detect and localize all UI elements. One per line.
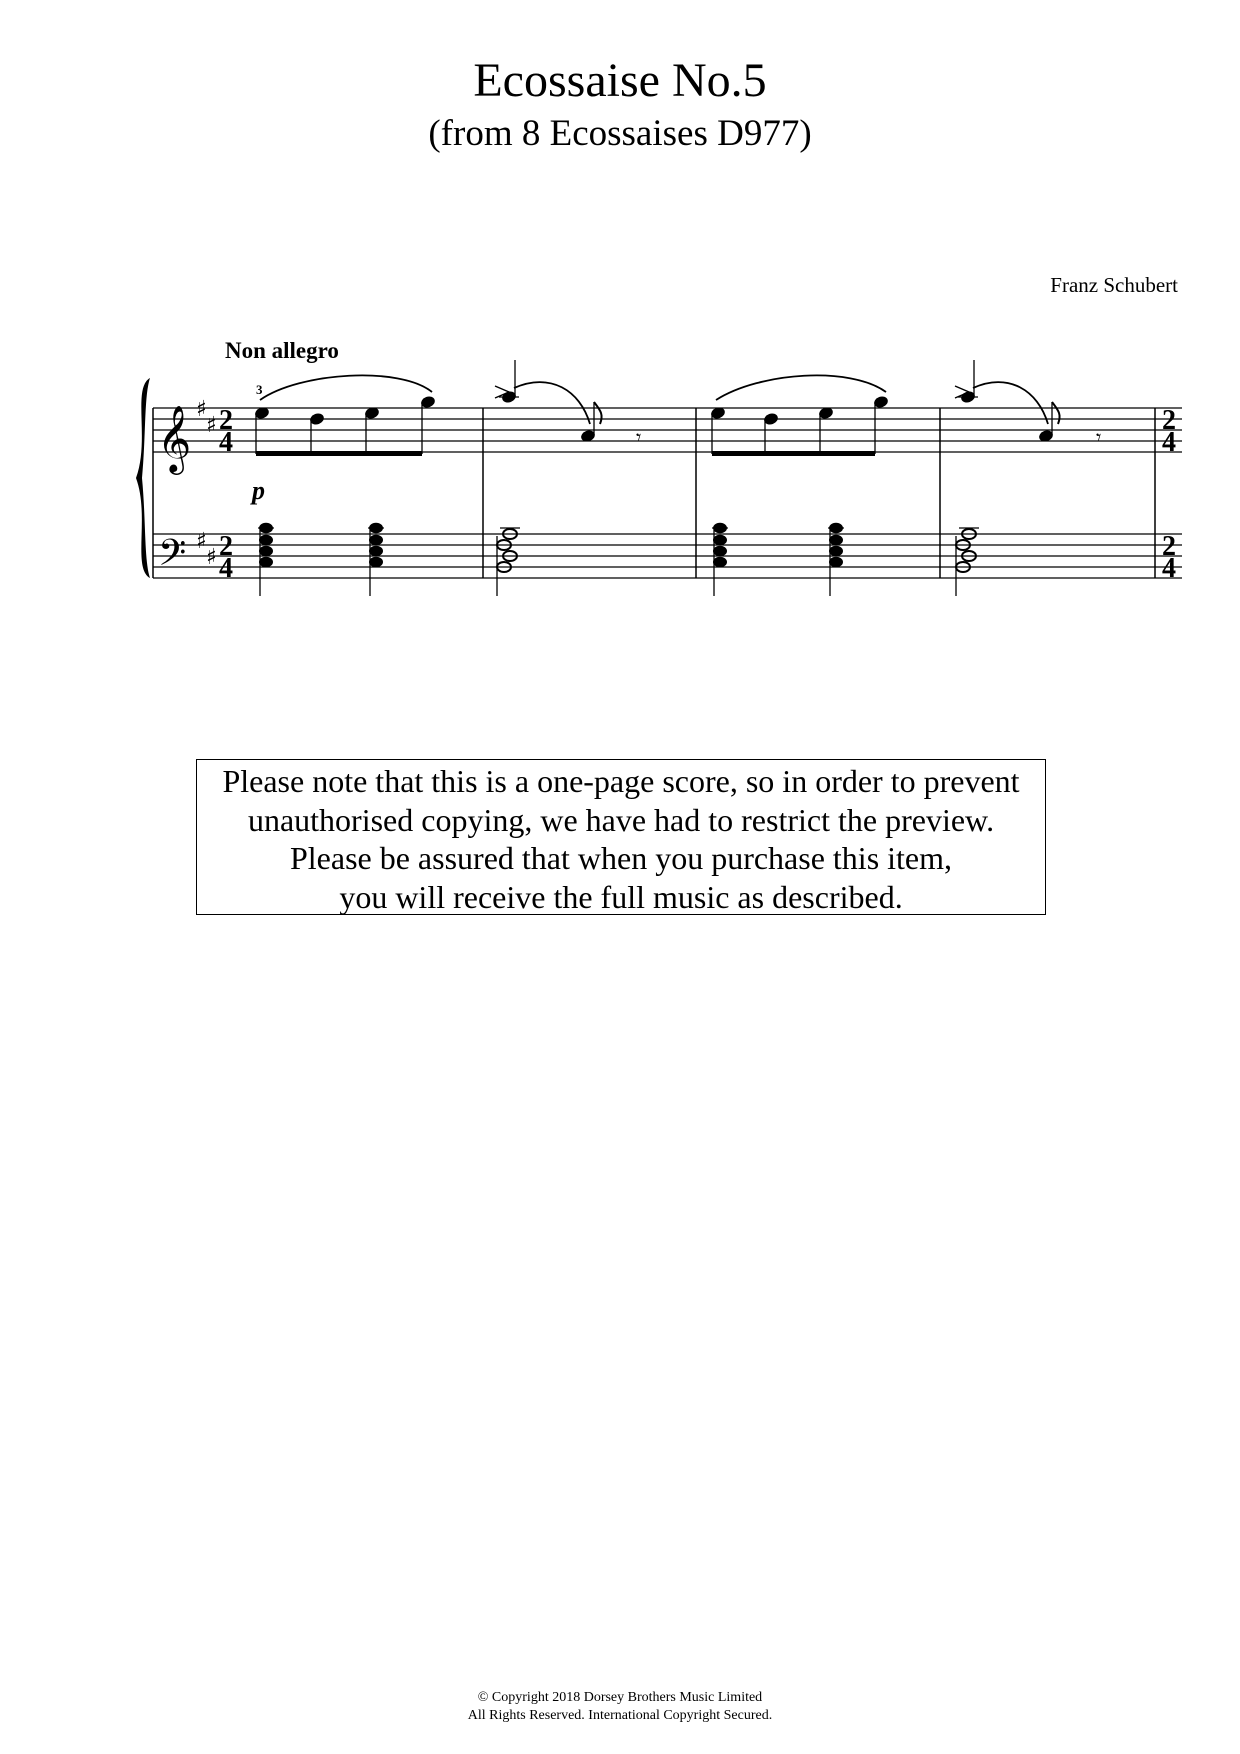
courtesy-time-signature-bottom: 4: [1162, 553, 1176, 584]
preview-notice-box: [196, 759, 1046, 915]
rights-line: All Rights Reserved. International Copyright Secured.: [467, 1708, 773, 1723]
svg-text:𝄾: 𝄾: [636, 425, 642, 449]
bass-key-signature: [196, 529, 217, 570]
courtesy-time-signature-bottom: 4: [1162, 427, 1176, 458]
svg-text:♯: ♯: [196, 529, 207, 554]
bass-staff: [153, 534, 1182, 578]
score-subtitle: (from 8 Ecossaises D977): [428, 113, 812, 154]
measure-3-treble-notes: [710, 395, 888, 456]
svg-text:𝄾: 𝄾: [1096, 425, 1102, 449]
time-signature-bottom: 4: [219, 427, 233, 458]
copyright-footer: [0, 1689, 1240, 1725]
treble-staff: [153, 408, 1182, 452]
svg-text:♯: ♯: [206, 545, 217, 570]
courtesy-time-signature-top: 2: [1162, 531, 1176, 562]
dynamic-marking: p: [252, 476, 265, 505]
time-signature-top: 2: [219, 531, 233, 562]
svg-text:♯: ♯: [206, 413, 217, 438]
notice-line: you will receive the full music as described.: [339, 878, 903, 915]
time-signature-top: 2: [219, 405, 233, 436]
tempo-marking: Non allegro: [225, 338, 339, 363]
treble-clef: 𝄞: [157, 404, 192, 472]
time-signature-bottom: 4: [219, 553, 233, 584]
copyright-line: © Copyright 2018 Dorsey Brothers Music Limited: [477, 1690, 763, 1705]
score-title: Ecossaise No.5: [473, 54, 767, 107]
measure-2-bass-chord: [497, 528, 520, 596]
slur: [716, 375, 886, 400]
music-system: [0, 0, 1240, 640]
composer-name: Franz Schubert: [1050, 273, 1178, 297]
bass-clef: 𝄢: [158, 532, 187, 583]
grand-staff-brace: [136, 378, 150, 578]
measure-2-treble-notes: [495, 360, 641, 449]
measure-4-treble-notes: [955, 360, 1101, 449]
slur: [514, 382, 590, 424]
notice-line: Please be assured that when you purchase this item,: [289, 840, 953, 876]
slur: [260, 375, 432, 400]
tuplet-number: 3: [256, 382, 263, 397]
treble-key-signature: [196, 397, 217, 438]
notice-line: Please note that this is a one-page score, so in order to prevent: [222, 763, 1020, 799]
svg-text:♯: ♯: [196, 397, 207, 422]
measure-1-treble-notes: [254, 395, 435, 456]
measure-4-bass-chord: [956, 528, 979, 596]
slur: [973, 382, 1048, 424]
courtesy-time-signature-top: 2: [1162, 405, 1176, 436]
notice-line: unauthorised copying, we have had to restrict the preview.: [247, 801, 995, 838]
